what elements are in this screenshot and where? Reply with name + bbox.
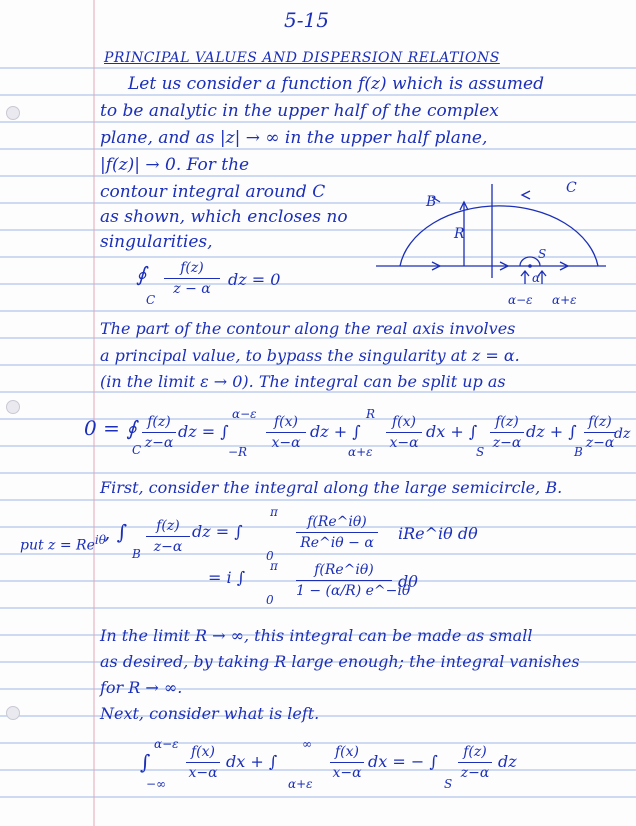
label-r: R [454,226,465,242]
denominator: Re^iθ − α [300,535,374,551]
subscript: B [132,547,141,561]
denominator: x−α [188,765,218,781]
denominator: 1 − (α/R) e^−iθ [296,583,411,599]
lower-limit: S [476,445,485,459]
numerator: f(z) [146,516,190,537]
upper-limit: π [270,559,278,573]
lower-limit: −R [228,445,248,459]
denominator: z−α [585,435,615,451]
upper-limit: α−ε [232,407,257,421]
text-line: plane, and as |z| → ∞ in the upper half plane, [100,128,488,148]
text-line: singularities, [100,232,213,252]
denominator: z−α [492,435,522,451]
text-line: (in the limit ε → 0). The integral can be split up as [100,372,506,391]
equation-term: dz [614,426,631,442]
fraction [584,412,616,453]
numerator: f(z) [164,258,220,279]
fraction [330,742,364,783]
equation-term: dz + ∫ [310,422,361,441]
label-alpha-minus-eps: α−ε [508,293,533,307]
denominator: z − α [173,281,211,297]
fraction [142,412,176,453]
lower-limit: α+ε [348,445,373,459]
equation-tail: dθ [398,572,418,591]
lower-limit: 0 [266,549,274,563]
subscript: C [146,293,156,307]
text-line: Let us consider a function f(z) which is assumed [128,74,544,94]
equation-tail: dz = 0 [228,270,281,289]
equation-term: dz = ∫ [192,522,243,541]
text-line: as desired, by taking R large enough; the integral vanishes [100,652,580,671]
lower-limit: α+ε [288,777,313,791]
equation-term: dz = ∫ [178,422,229,441]
label-alpha: α [532,271,541,285]
text-line: as shown, which encloses no [100,207,348,227]
text-line: Next, consider what is left. [100,704,320,723]
numerator: f(z) [142,412,176,433]
denominator: x−α [389,435,419,451]
denominator: z−α [144,435,174,451]
fraction [490,412,524,453]
numerator: f(x) [386,412,422,433]
numerator: f(z) [584,412,616,433]
upper-limit: π [270,505,278,519]
text-line: The part of the contour along the real axis involves [100,319,516,338]
equation-term: dx + ∫ [226,752,278,771]
margin-note-sup: iθ [94,533,106,547]
equation-lhs: = i ∫ [208,568,246,587]
numerator: f(x) [330,742,364,763]
numerator: f(Re^iθ) [296,560,392,581]
binder-hole [6,400,20,414]
upper-limit: R [366,407,376,421]
equation-lhs: 0 = ∮ [84,416,137,440]
numerator: f(z) [490,412,524,433]
equation-lhs: , ∫ [104,520,128,544]
numerator: f(x) [266,412,306,433]
fraction [458,742,492,783]
lower-limit: 0 [266,593,274,607]
fraction [386,412,422,453]
upper-limit: α−ε [154,737,179,751]
page-number: 5-15 [284,8,329,32]
binder-hole [6,106,20,120]
numerator: f(x) [186,742,220,763]
margin-note [20,530,106,556]
equation-tail: iRe^iθ dθ [398,524,478,543]
fraction [146,516,190,557]
fraction [186,742,220,783]
label-b: B [426,194,437,210]
margin-note-text: put z = Re [20,537,95,554]
lower-limit: B [574,445,583,459]
text-line: |f(z)| → 0. For the [100,155,250,175]
text-line: In the limit R → ∞, this integral can be made as small [100,626,533,645]
denominator: z−α [460,765,490,781]
text-line: for R → ∞. [100,678,183,697]
fraction [164,258,220,299]
text-line: a principal value, to bypass the singularity at z = α. [100,346,520,365]
equation-term: dz + ∫ [526,422,577,441]
page-title: PRINCIPAL VALUES AND DISPERSION RELATIONS [104,50,500,66]
equation-term: dx = − ∫ [368,752,438,771]
binder-hole [6,706,20,720]
text-line: contour integral around C [100,182,326,202]
denominator: x−α [271,435,301,451]
text-line: First, consider the integral along the large semicircle, B. [100,478,563,497]
lower-limit: S [444,777,453,791]
equation-term: dx + ∫ [426,422,478,441]
label-alpha-plus-eps: α+ε [552,293,577,307]
fraction [266,412,306,453]
denominator: z−α [153,539,183,555]
text-line: to be analytic in the upper half of the complex [100,101,499,121]
label-s: S [538,247,547,261]
lower-limit: −∞ [146,777,167,791]
numerator: f(Re^iθ) [296,512,378,533]
upper-limit: ∞ [302,737,312,751]
fraction [296,512,378,553]
label-c: C [566,180,577,196]
integral-sign: ∫ [140,750,151,774]
contour-integral-sign: ∮ [136,262,147,286]
denominator: x−α [332,765,362,781]
numerator: f(z) [458,742,492,763]
equation-tail: dz [498,752,517,771]
subscript: C [132,443,142,457]
